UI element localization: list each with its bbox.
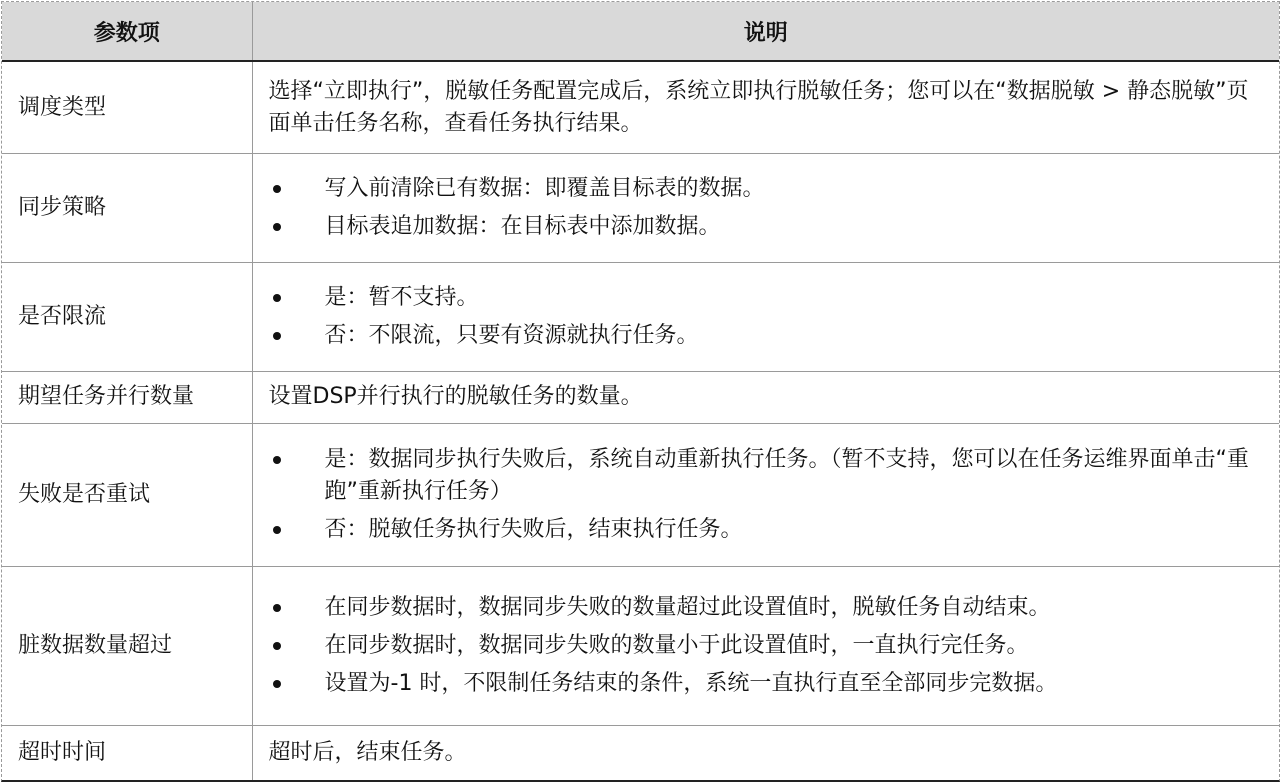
list-item [269,514,1266,546]
desc-cell [252,424,1279,567]
list-item-text: 在同步数据时，数据同步失败的数量超过此设置值时，脱敏任务自动结束。 [324,595,1051,621]
list-item-text: 设置为-1 时，不限制任务结束的条件，系统一直执行直至全部同步完数据。 [324,671,1058,697]
param-cell: 同步策略 [2,154,252,263]
bullet-icon [273,456,281,464]
param-cell: 超时时间 [2,726,252,780]
list-item-text: 目标表追加数据：在目标表中添加数据。 [324,214,721,240]
list-item [269,282,1266,314]
list-item [269,668,1266,700]
list-item [269,320,1266,352]
table-row [2,61,1279,154]
list-item [269,592,1266,624]
desc-cell [252,154,1279,263]
param-cell: 是否限流 [2,262,252,371]
param-cell: 期望任务并行数量 [2,371,252,423]
bullet-list [269,444,1266,546]
list-item-text: 是：暂不支持。 [324,284,479,310]
list-item-text: 否：脱敏任务执行失败后，结束执行任务。 [324,516,743,542]
parameter-table [2,2,1279,780]
list-item-text: 写入前清除已有数据：即覆盖目标表的数据。 [324,176,765,202]
table-row [2,154,1279,263]
header-param: 参数项 [2,2,252,61]
table-row [2,371,1279,423]
desc-cell: 设置DSP并行执行的脱敏任务的数量。 [252,371,1279,423]
bullet-icon [273,526,281,534]
list-item-text: 否：不限流，只要有资源就执行任务。 [324,322,699,348]
bullet-icon [273,223,281,231]
table-row [2,262,1279,371]
header-desc: 说明 [252,2,1279,61]
param-cell: 脏数据数量超过 [2,566,252,725]
list-item [269,630,1266,662]
list-item [269,444,1266,508]
desc-cell [252,566,1279,725]
bullet-icon [273,185,281,193]
bullet-list [269,592,1266,700]
bullet-icon [273,680,281,688]
param-cell: 调度类型 [18,94,107,120]
parameter-table-wrapper [1,1,1280,782]
table-row [2,566,1279,725]
param-cell: 失败是否重试 [2,424,252,567]
desc-cell: 选择“立即执行”，脱敏任务配置完成后，系统立即执行脱敏任务；您可以在“数据脱敏 > 静态脱敏”页面单击任务名称，查看任务执行结果。 [252,61,1279,154]
bullet-icon [273,642,281,650]
list-item [269,211,1266,243]
desc-cell: 超时后，结束任务。 [252,726,1279,780]
table-header-row [2,2,1279,61]
bullet-list [269,173,1266,243]
bullet-icon [273,332,281,340]
list-item [269,173,1266,205]
bullet-icon [273,604,281,612]
bullet-icon [273,294,281,302]
table-row [2,726,1279,780]
list-item-text: 在同步数据时，数据同步失败的数量小于此设置值时，一直执行完任务。 [324,633,1029,659]
list-item-text: 是：数据同步执行失败后，系统自动重新执行任务。（暂不支持，您可以在任务运维界面单击“重跑”重新执行任务） [324,446,1249,504]
bullet-list [269,282,1266,352]
desc-cell [252,262,1279,371]
table-row [2,424,1279,567]
